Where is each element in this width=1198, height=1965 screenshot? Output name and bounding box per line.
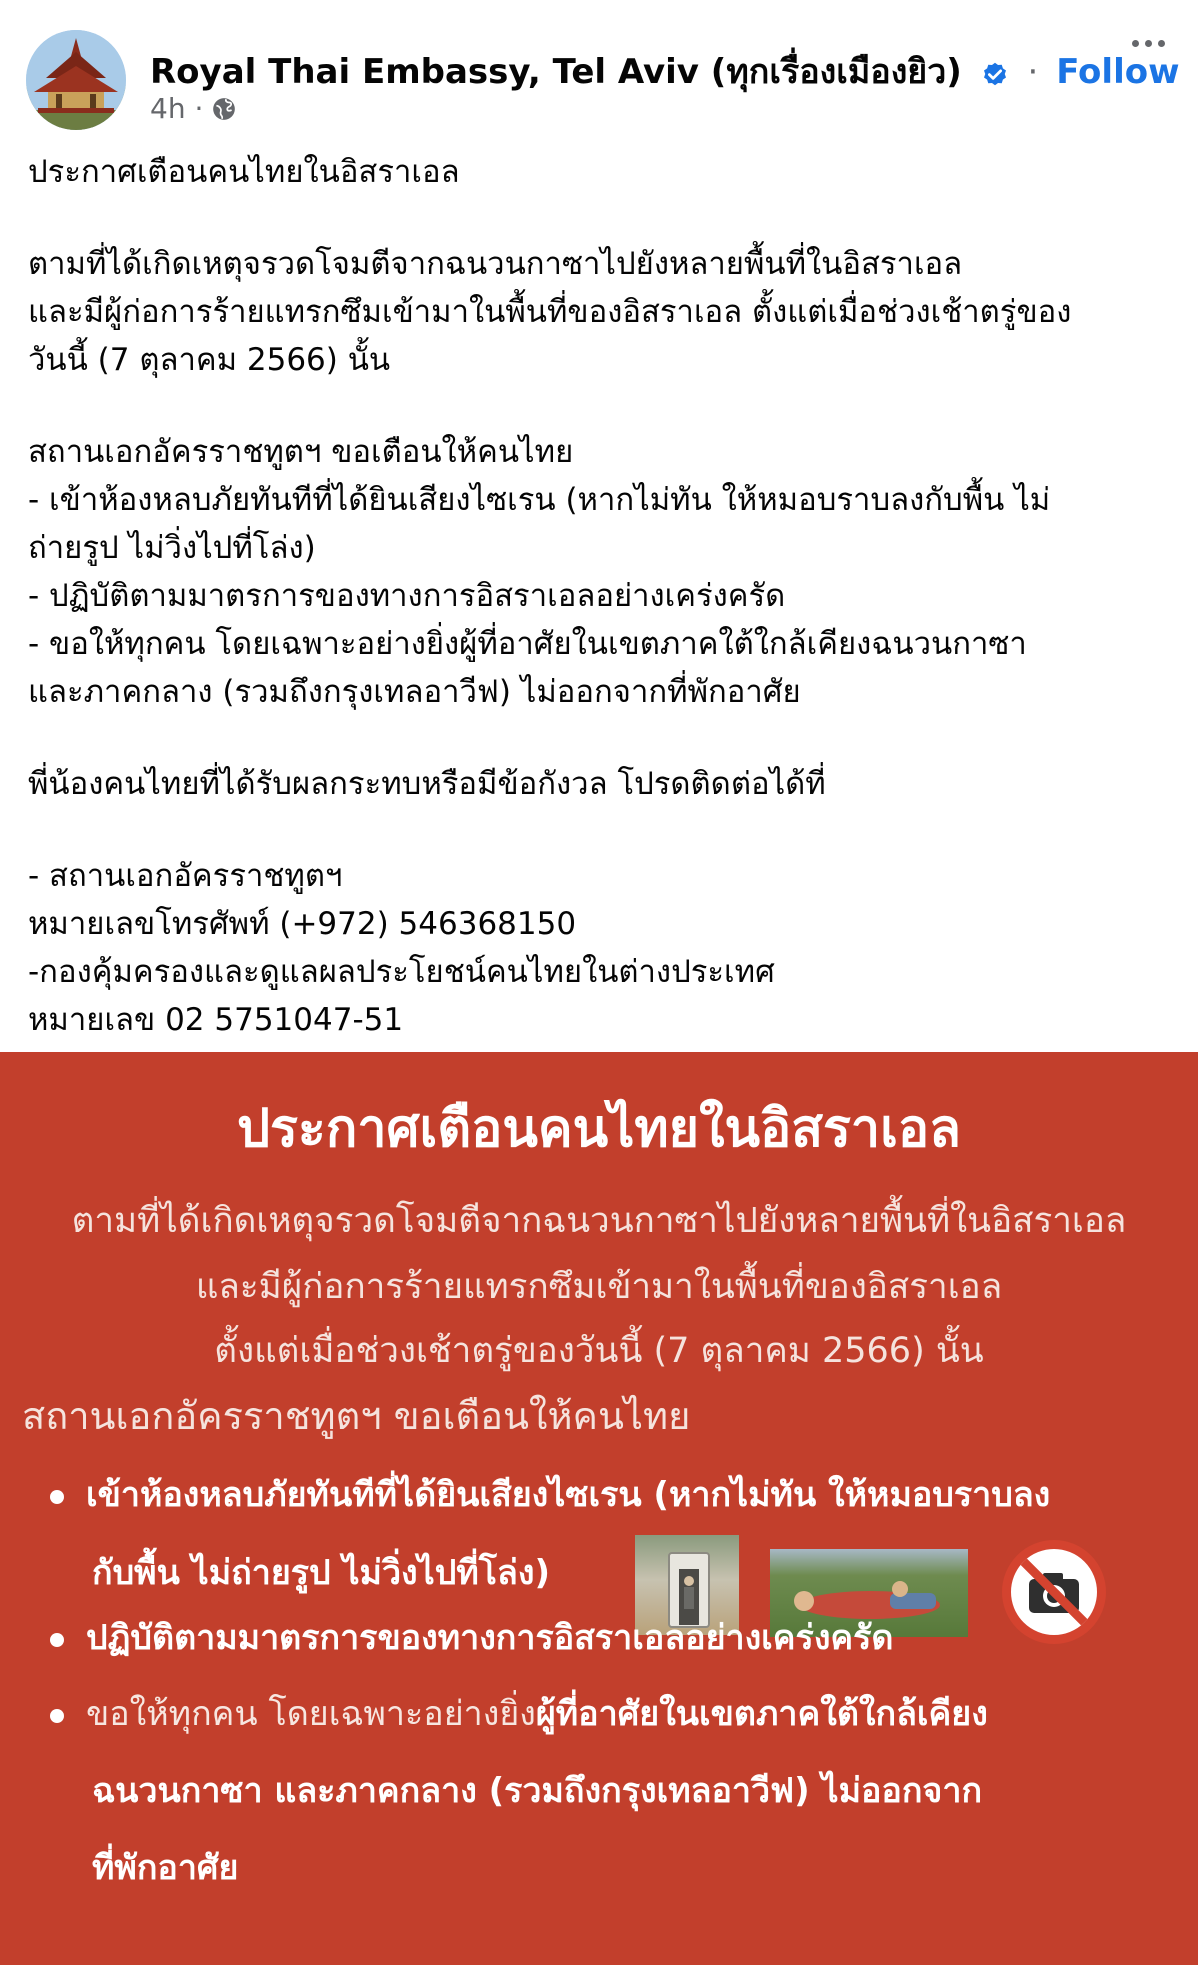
intro-line: และมีผู้ก่อการร้ายแทรกซึมเข้ามาในพื้นที่ของอิสราเอล ตั้งแต่เมื่อช่วงเช้าตรู่ของ — [28, 294, 1072, 330]
post-meta — [150, 92, 237, 125]
image-para-line: ตามที่ได้เกิดเหตุจรวดโจมตีจากฉนวนกาซาไปยังหลายพื้นที่ในอิสราเอล — [71, 1201, 1127, 1241]
thai-pavilion-avatar — [26, 30, 126, 130]
image-bullet-1 — [50, 1467, 1050, 1521]
image-bullet-3-cont: ที่พักอาศัย — [92, 1848, 239, 1888]
bullet-text: เข้าห้องหลบภัยทันทีที่ได้ยินเสียงไซเรน (หากไม่ทัน ให้หมอบราบลง — [86, 1475, 1051, 1515]
page-name[interactable]: Royal Thai Embassy, Tel Aviv (ทุกเรื่องเมืองยิว) — [150, 52, 962, 92]
intro-line: วันนี้ (7 ตุลาคม 2566) นั้น — [28, 342, 391, 378]
image-para-line: และมีผู้ก่อการร้ายแทรกซึมเข้ามาในพื้นที่ของอิสราเอล — [195, 1267, 1003, 1307]
globe-icon — [211, 96, 237, 122]
author-line — [150, 44, 1180, 98]
bullet-text: ปฏิบัติตามมาตรการของทางการอิสราเอลอย่างเคร่งครัด — [86, 1618, 894, 1658]
image-title: ประกาศเตือนคนไทยในอิสราเอล — [236, 1099, 961, 1159]
warning-line: สถานเอกอัครราชทูตฯ ขอเตือนให้คนไทย — [28, 434, 574, 470]
contact-line: -กองคุ้มครองและดูแลผลประโยชน์คนไทยในต่างประเทศ — [28, 954, 775, 990]
image-para-line: ตั้งแต่เมื่อช่วงเช้าตรู่ของวันนี้ (7 ตุลาคม 2566) นั้น — [214, 1331, 984, 1371]
image-bullet-2 — [50, 1610, 894, 1664]
image-bullet-1-cont: กับพื้น ไม่ถ่ายรูป ไม่วิ่งไปที่โล่ง) — [92, 1553, 550, 1593]
follow-button[interactable]: Follow — [1056, 52, 1180, 92]
contact-line: - สถานเอกอัครราชทูตฯ — [28, 858, 343, 894]
page-avatar[interactable] — [26, 30, 126, 130]
verified-badge-icon — [980, 59, 1010, 89]
no-camera-icon — [1002, 1540, 1106, 1644]
post-header — [0, 0, 1198, 140]
post-body — [28, 148, 1178, 1044]
warning-line: - ขอให้ทุกคน โดยเฉพาะอย่างยิ่งผู้ที่อาศัยในเขตภาคใต้ใกล้เคียงฉนวนกาซา — [28, 626, 1027, 662]
image-lead: สถานเอกอัครราชทูตฯ ขอเตือนให้คนไทย — [22, 1394, 691, 1438]
warning-line: - ปฏิบัติตามมาตรการของทางการอิสราเอลอย่างเคร่งครัด — [28, 578, 786, 614]
warning-line: ถ่ายรูป ไม่วิ่งไปที่โล่ง) — [28, 530, 316, 566]
warning-line: - เข้าห้องหลบภัยทันทีที่ได้ยินเสียงไซเรน (หากไม่ทัน ให้หมอบราบลงกับพื้น ไม่ — [28, 482, 1051, 518]
post-time[interactable]: 4h · — [150, 92, 204, 125]
contact-phone: หมายเลขโทรศัพท์ (+972) 546368150 — [28, 906, 577, 942]
contact-phone: หมายเลข 02 5751047-51 — [28, 1002, 404, 1038]
bullet-text-bold: ผู้ที่อาศัยในเขตภาคใต้ใกล้เคียง — [535, 1694, 988, 1734]
bullet-text-light: ขอให้ทุกคน โดยเฉพาะอย่างยิ่ง — [86, 1694, 536, 1734]
warning-line: และภาคกลาง (รวมถึงกรุงเทลอาวีฟ) ไม่ออกจากที่พักอาศัย — [28, 674, 801, 710]
separator-dot: · — [1027, 52, 1039, 92]
intro-line: ตามที่ได้เกิดเหตุจรวดโจมตีจากฉนวนกาซาไปยังหลายพื้นที่ในอิสราเอล — [28, 246, 963, 282]
image-bullet-3 — [50, 1686, 988, 1740]
more-options-icon[interactable] — [1132, 40, 1172, 60]
image-bullet-3-cont: ฉนวนกาซา และภาคกลาง (รวมถึงกรุงเทลอาวีฟ) ไม่ออกจาก — [92, 1771, 983, 1811]
post-image[interactable] — [0, 1052, 1198, 1965]
contact-intro: พี่น้องคนไทยที่ได้รับผลกระทบหรือมีข้อกังวล โปรดติดต่อได้ที่ — [28, 766, 826, 802]
post-title: ประกาศเตือนคนไทยในอิสราเอล — [28, 154, 460, 190]
